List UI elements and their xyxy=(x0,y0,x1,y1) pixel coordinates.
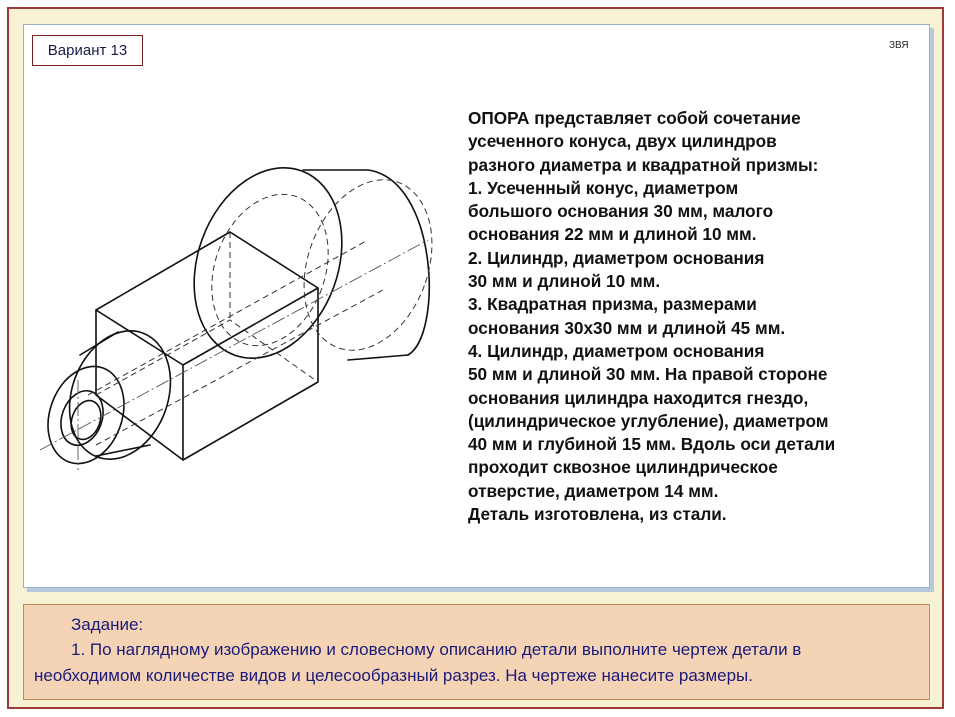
task-title: Задание: xyxy=(71,615,144,634)
description-line: 2. Цилиндр, диаметром основания xyxy=(468,247,765,268)
description-line: усеченного конуса, двух цилиндров xyxy=(468,131,777,152)
variant-label: Вариант 13 xyxy=(32,35,143,66)
hidden-rear-circle xyxy=(282,162,448,368)
large-cylinder-front-face xyxy=(169,160,368,379)
cone-base xyxy=(52,317,187,474)
description-line: проходит сквозное цилиндрическое xyxy=(468,457,778,478)
description-line: 4. Цилиндр, диаметром основания xyxy=(468,340,765,361)
author-mark: ЗВЯ xyxy=(889,40,909,51)
description-line: Деталь изготовлена, из стали. xyxy=(468,504,727,525)
description-line: 50 мм и длиной 30 мм. На правой стороне xyxy=(468,364,828,385)
large-cylinder-rear-face xyxy=(368,170,429,355)
through-hole-inner xyxy=(66,396,106,443)
prism-top-face xyxy=(96,232,318,365)
description-line: (цилиндрическое углубление), диаметром xyxy=(468,410,829,431)
description-line: разного диаметра и квадратной призмы: xyxy=(468,154,819,175)
description-line: 3. Квадратная призма, размерами xyxy=(468,294,757,315)
description-line: 30 мм и длиной 10 мм. xyxy=(468,271,661,292)
description-line: основания 30х30 мм и длиной 45 мм. xyxy=(468,317,786,338)
description-line: 1. Усеченный конус, диаметром xyxy=(468,177,739,198)
description-line: 40 мм и глубиной 15 мм. Вдоль оси детали xyxy=(468,434,836,455)
task-line-2: необходимом количестве видов и целесообразный разрез. На чертеже нанесите размеры. xyxy=(34,666,753,685)
description-line: основания цилиндра находится гнездо, xyxy=(468,387,809,408)
description-line: основания 22 мм и длиной 10 мм. xyxy=(468,224,757,245)
hidden-recess-circle xyxy=(192,178,349,362)
hidden-edges xyxy=(96,232,318,395)
task-line-1: 1. По наглядному изображению и словесному описанию детали выполните чертеж детали в xyxy=(71,640,802,659)
part-isometric-drawing xyxy=(38,160,448,480)
description-line: отверстие, диаметром 14 мм. xyxy=(468,480,719,501)
description-line: большого основания 30 мм, малого xyxy=(468,201,774,222)
prism-right-face xyxy=(183,288,318,460)
description-line: ОПОРА представляет собой сочетание xyxy=(468,108,801,128)
through-hole-outer xyxy=(54,385,111,451)
part-description xyxy=(468,107,918,526)
